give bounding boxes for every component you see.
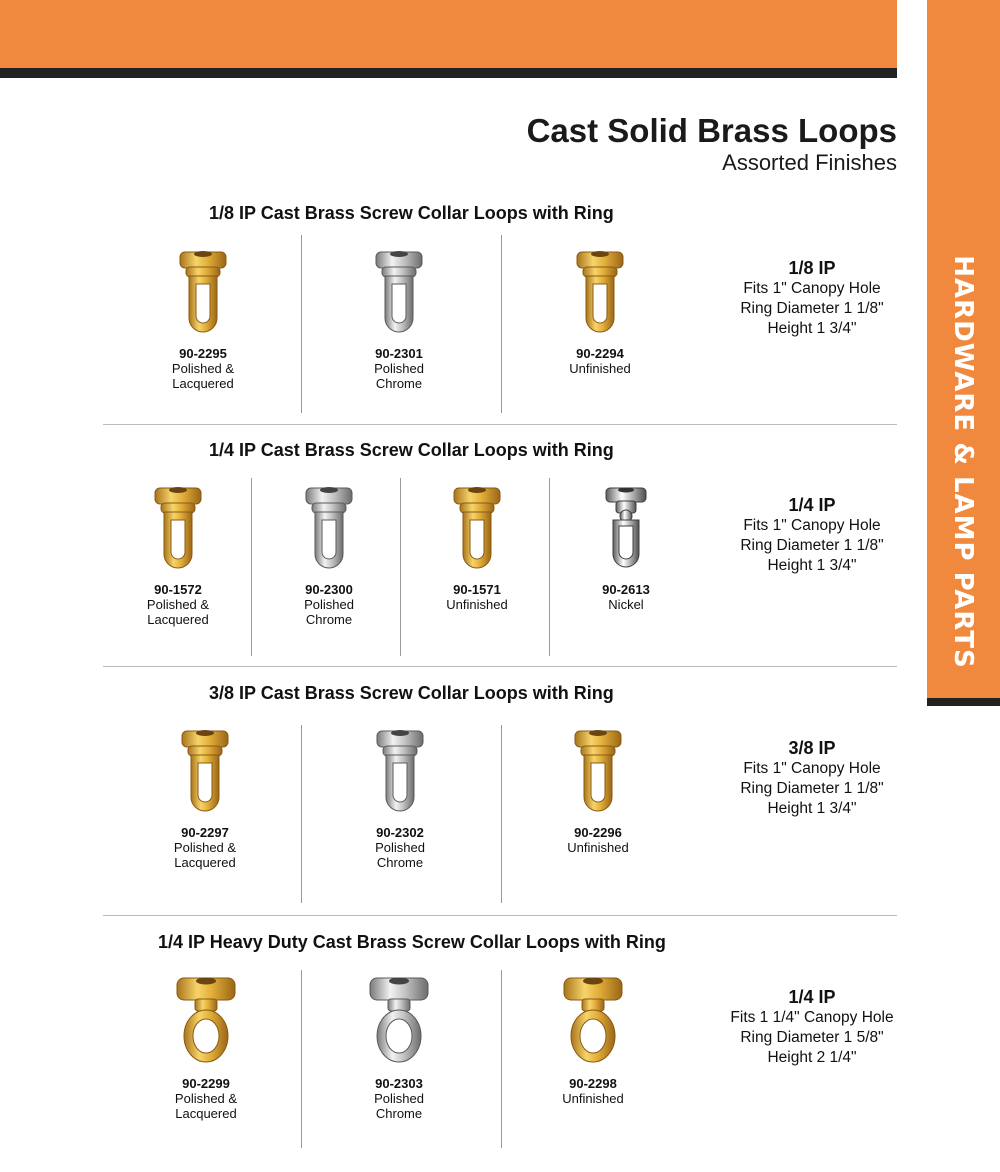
product-finish: Unfinished (562, 1091, 624, 1106)
spec-ip: 1/4 IP (788, 987, 836, 1007)
spec-line: Height 1 3/4" (767, 800, 857, 817)
divider (301, 970, 302, 1148)
spec-block (712, 737, 912, 819)
spec-line: Fits 1" Canopy Hole (743, 517, 881, 534)
product-finish: Lacquered (174, 855, 236, 870)
product-finish: Polished (374, 1091, 424, 1106)
product-code: 90-1571 (453, 582, 501, 597)
product-code: 90-2295 (179, 346, 227, 361)
nickel-loop-icon (596, 484, 656, 576)
header-rule (0, 68, 897, 78)
spec-ip: 3/8 IP (788, 738, 836, 758)
chrome-ring-icon (364, 974, 434, 1070)
section-title: 1/4 IP Heavy Duty Cast Brass Screw Collar Loops with Ring (158, 932, 666, 952)
divider (301, 235, 302, 413)
chrome-loop-icon (299, 484, 359, 576)
product-card[interactable] (324, 974, 474, 1121)
product-code: 90-2300 (305, 582, 353, 597)
product-finish: Chrome (375, 1106, 423, 1121)
product-finish: Lacquered (175, 1106, 237, 1121)
spec-line: Height 2 1/4" (767, 1049, 857, 1066)
product-card[interactable] (254, 484, 404, 627)
product-card[interactable] (103, 484, 253, 627)
page-title: Cast Solid Brass Loops (526, 112, 897, 149)
chrome-loop-icon (370, 727, 430, 819)
divider (501, 725, 502, 903)
product-code: 90-2299 (182, 1076, 230, 1091)
product-finish: Nickel (608, 597, 644, 612)
spec-line: Ring Diameter 1 5/8" (740, 1029, 884, 1046)
product-code: 90-2613 (602, 582, 650, 597)
product-card[interactable] (324, 248, 474, 391)
product-card[interactable] (131, 974, 281, 1121)
section-title: 1/4 IP Cast Brass Screw Collar Loops with Ring (209, 440, 614, 460)
divider (301, 725, 302, 903)
spec-ip: 1/8 IP (788, 258, 836, 278)
divider (501, 970, 502, 1148)
product-card[interactable] (525, 248, 675, 376)
spec-line: Ring Diameter 1 1/8" (740, 780, 884, 797)
brass-loop-icon (570, 248, 630, 340)
product-finish: Chrome (375, 376, 423, 391)
sidebar-label: HARDWARE & LAMP PARTS (948, 255, 978, 669)
product-finish: Polished & (171, 361, 235, 376)
section-divider (103, 424, 897, 425)
product-card[interactable] (523, 727, 673, 855)
brass-loop-icon (175, 727, 235, 819)
product-finish: Lacquered (147, 612, 209, 627)
product-finish: Unfinished (446, 597, 508, 612)
product-code: 90-2298 (569, 1076, 617, 1091)
product-code: 90-2297 (181, 825, 229, 840)
section-title: 3/8 IP Cast Brass Screw Collar Loops with Ring (209, 683, 614, 703)
product-code: 90-2301 (375, 346, 423, 361)
product-code: 90-1572 (154, 582, 202, 597)
product-finish: Lacquered (172, 376, 234, 391)
sidebar-rule (927, 698, 1000, 706)
product-card[interactable] (518, 974, 668, 1106)
product-finish: Polished & (174, 1091, 238, 1106)
spec-line: Ring Diameter 1 1/8" (740, 300, 884, 317)
product-card[interactable] (551, 484, 701, 612)
brass-loop-icon (447, 484, 507, 576)
section-divider (103, 666, 897, 667)
product-finish: Polished (304, 597, 354, 612)
header-bar (0, 0, 897, 68)
spec-line: Height 1 3/4" (767, 320, 857, 337)
product-finish: Unfinished (569, 361, 631, 376)
product-finish: Polished & (173, 840, 237, 855)
spec-line: Fits 1" Canopy Hole (743, 760, 881, 777)
spec-line: Fits 1" Canopy Hole (743, 280, 881, 297)
spec-line: Ring Diameter 1 1/8" (740, 537, 884, 554)
brass-ring-icon (558, 974, 628, 1070)
product-finish: Polished & (146, 597, 210, 612)
brass-loop-icon (568, 727, 628, 819)
product-finish: Unfinished (567, 840, 629, 855)
spec-line: Fits 1 1/4" Canopy Hole (730, 1009, 894, 1026)
brass-ring-icon (171, 974, 241, 1070)
product-card[interactable] (128, 248, 278, 391)
spec-block (712, 986, 912, 1068)
page-subtitle: Assorted Finishes (722, 150, 897, 175)
brass-loop-icon (148, 484, 208, 576)
product-code: 90-2303 (375, 1076, 423, 1091)
spec-block (712, 494, 912, 576)
divider (501, 235, 502, 413)
chrome-loop-icon (369, 248, 429, 340)
section-divider (103, 915, 897, 916)
product-card[interactable] (402, 484, 552, 612)
product-code: 90-2302 (376, 825, 424, 840)
product-card[interactable] (130, 727, 280, 870)
spec-line: Height 1 3/4" (767, 557, 857, 574)
spec-block (712, 257, 912, 339)
product-code: 90-2294 (576, 346, 624, 361)
brass-loop-icon (173, 248, 233, 340)
product-finish: Polished (374, 361, 424, 376)
product-finish: Chrome (376, 855, 424, 870)
spec-ip: 1/4 IP (788, 495, 836, 515)
product-code: 90-2296 (574, 825, 622, 840)
product-finish: Polished (375, 840, 425, 855)
product-card[interactable] (325, 727, 475, 870)
product-finish: Chrome (305, 612, 353, 627)
section-title: 1/8 IP Cast Brass Screw Collar Loops with Ring (209, 203, 614, 223)
